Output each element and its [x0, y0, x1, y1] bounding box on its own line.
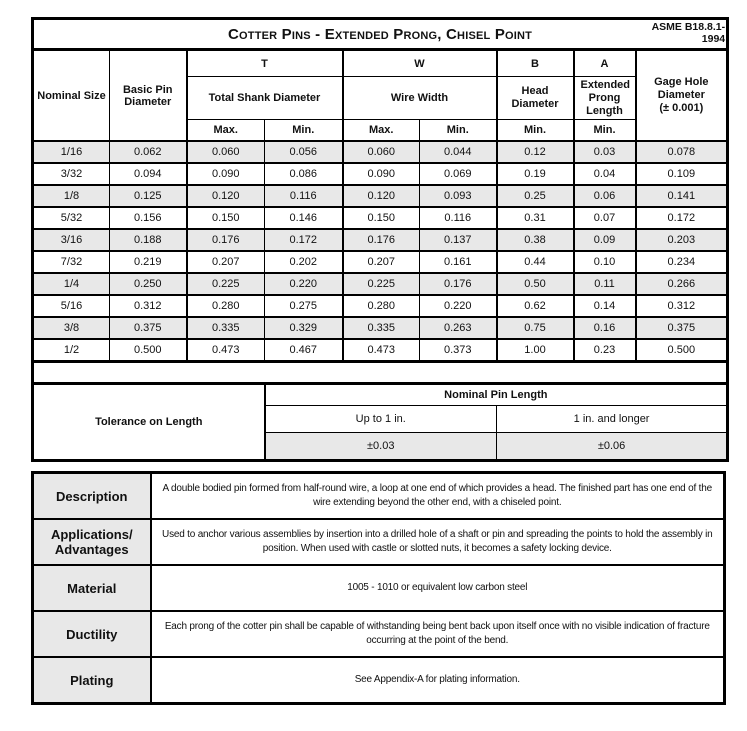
table-row: [33, 141, 728, 163]
cell-gage: 0.500: [636, 339, 728, 362]
header-total-shank-diameter: Total Shank Diameter: [187, 77, 343, 120]
property-value: A double bodied pin formed from half-round wire, a loop at one end of which provides a head. The finished part has one end of the wire extending beyond the other end, with a chiseled point.: [151, 473, 725, 520]
cell-b-min: 1.00: [497, 339, 574, 362]
tolerance-value: ±0.06: [497, 433, 728, 461]
cell-basic: 0.094: [110, 163, 187, 185]
cell-basic: 0.500: [110, 339, 187, 362]
cell-t-min: 0.056: [265, 141, 343, 163]
cell-t-min: 0.146: [265, 207, 343, 229]
cell-t-max: 0.280: [187, 295, 265, 317]
property-row: [33, 611, 725, 657]
tolerance-value: ±0.03: [265, 433, 497, 461]
cell-b-min: 0.12: [497, 141, 574, 163]
cell-b-min: 0.31: [497, 207, 574, 229]
header-w-max: Max.: [343, 120, 420, 142]
cell-size: 1/16: [33, 141, 110, 163]
cell-t-min: 0.086: [265, 163, 343, 185]
property-value: Each prong of the cotter pin shall be capable of withstanding being bent back upon itself once with no visible indication of fracture occurring at the point of the bend.: [151, 611, 725, 657]
cell-gage: 0.203: [636, 229, 728, 251]
table-row: [33, 229, 728, 251]
tolerance-range-label: Up to 1 in.: [265, 406, 497, 433]
cell-b-min: 0.25: [497, 185, 574, 207]
cell-a-min: 0.10: [574, 251, 636, 273]
property-row: [33, 565, 725, 611]
tolerance-on-length-label: Tolerance on Length: [33, 384, 265, 461]
cell-w-min: 0.373: [420, 339, 497, 362]
table-row: [33, 273, 728, 295]
property-label: Material: [33, 565, 151, 611]
property-label: Description: [33, 473, 151, 520]
cell-t-max: 0.207: [187, 251, 265, 273]
cell-gage: 0.312: [636, 295, 728, 317]
table-title: Cotter Pins - Extended Prong, Chisel Point: [228, 25, 533, 43]
property-value: See Appendix-A for plating information.: [151, 657, 725, 704]
header-gage-hole: [636, 50, 728, 142]
cell-gage: 0.141: [636, 185, 728, 207]
cell-w-min: 0.176: [420, 273, 497, 295]
table-row: [33, 317, 728, 339]
cell-w-min: 0.220: [420, 295, 497, 317]
cell-size: 5/32: [33, 207, 110, 229]
header-nominal-size: Nominal Size: [33, 50, 110, 142]
cell-w-max: 0.335: [343, 317, 420, 339]
table-row: [33, 185, 728, 207]
cell-w-min: 0.263: [420, 317, 497, 339]
cell-w-max: 0.060: [343, 141, 420, 163]
cell-basic: 0.375: [110, 317, 187, 339]
cell-basic: 0.219: [110, 251, 187, 273]
cell-gage: 0.109: [636, 163, 728, 185]
cell-w-max: 0.225: [343, 273, 420, 295]
cell-b-min: 0.19: [497, 163, 574, 185]
header-b-symbol: B: [497, 50, 574, 77]
cell-t-min: 0.467: [265, 339, 343, 362]
cell-w-min: 0.044: [420, 141, 497, 163]
cell-size: 1/8: [33, 185, 110, 207]
cell-w-max: 0.280: [343, 295, 420, 317]
cell-a-min: 0.11: [574, 273, 636, 295]
cell-size: 7/32: [33, 251, 110, 273]
header-t-max: Max.: [187, 120, 265, 142]
cell-basic: 0.062: [110, 141, 187, 163]
cell-a-min: 0.04: [574, 163, 636, 185]
cell-w-max: 0.207: [343, 251, 420, 273]
cell-w-min: 0.161: [420, 251, 497, 273]
cell-w-min: 0.116: [420, 207, 497, 229]
tolerance-header-row: [33, 384, 728, 406]
cell-size: 1/4: [33, 273, 110, 295]
cell-size: 3/32: [33, 163, 110, 185]
table-row: [33, 163, 728, 185]
cell-t-min: 0.275: [265, 295, 343, 317]
cell-size: 3/16: [33, 229, 110, 251]
standard-reference: [652, 21, 726, 45]
spacer-cell: [33, 362, 728, 384]
standard-line1: ASME B18.8.1-: [651, 21, 726, 33]
property-value: Used to anchor various assemblies by insertion into a drilled hole of a shaft or pin and spreading the points to hold the assembly in position. When used with castle or slotted nuts, it becomes a safety locking device.: [151, 519, 725, 565]
cell-w-max: 0.473: [343, 339, 420, 362]
header-extended-prong-length: Extended Prong Length: [574, 77, 636, 120]
table-title-cell: [33, 19, 728, 50]
cotter-pin-properties-table: [31, 471, 726, 705]
cell-a-min: 0.16: [574, 317, 636, 339]
cell-t-min: 0.220: [265, 273, 343, 295]
cell-w-min: 0.069: [420, 163, 497, 185]
table-row: [33, 251, 728, 273]
cell-t-max: 0.335: [187, 317, 265, 339]
standard-line2: 1994: [701, 33, 726, 45]
table-row: [33, 207, 728, 229]
cell-w-min: 0.137: [420, 229, 497, 251]
cell-t-min: 0.116: [265, 185, 343, 207]
cell-a-min: 0.14: [574, 295, 636, 317]
header-a-min: Min.: [574, 120, 636, 142]
nominal-pin-length-header: Nominal Pin Length: [265, 384, 728, 406]
header-w-symbol: W: [343, 50, 497, 77]
property-label: Plating: [33, 657, 151, 704]
cell-w-max: 0.176: [343, 229, 420, 251]
cell-t-max: 0.473: [187, 339, 265, 362]
cell-t-max: 0.060: [187, 141, 265, 163]
header-a-symbol: A: [574, 50, 636, 77]
header-w-min: Min.: [420, 120, 497, 142]
cotter-pin-spec-table: [31, 17, 729, 462]
property-label: Ductility: [33, 611, 151, 657]
cell-w-max: 0.120: [343, 185, 420, 207]
cell-basic: 0.250: [110, 273, 187, 295]
cell-t-max: 0.225: [187, 273, 265, 295]
cell-a-min: 0.03: [574, 141, 636, 163]
cell-b-min: 0.50: [497, 273, 574, 295]
cell-a-min: 0.06: [574, 185, 636, 207]
cell-a-min: 0.07: [574, 207, 636, 229]
cell-t-min: 0.329: [265, 317, 343, 339]
cell-gage: 0.078: [636, 141, 728, 163]
table-row: [33, 295, 728, 317]
header-wire-width: Wire Width: [343, 77, 497, 120]
cell-t-max: 0.090: [187, 163, 265, 185]
cell-t-max: 0.120: [187, 185, 265, 207]
header-b-min: Min.: [497, 120, 574, 142]
cell-w-max: 0.150: [343, 207, 420, 229]
table-row: [33, 339, 728, 362]
cell-b-min: 0.38: [497, 229, 574, 251]
header-gage-hole-label: Gage Hole Diameter: [654, 76, 709, 101]
tolerance-range-label: 1 in. and longer: [497, 406, 728, 433]
cell-b-min: 0.75: [497, 317, 574, 339]
cell-basic: 0.156: [110, 207, 187, 229]
cell-gage: 0.234: [636, 251, 728, 273]
header-basic-pin-diameter: Basic Pin Diameter: [110, 50, 187, 142]
cell-w-min: 0.093: [420, 185, 497, 207]
cell-size: 3/8: [33, 317, 110, 339]
cell-size: 5/16: [33, 295, 110, 317]
cell-t-min: 0.172: [265, 229, 343, 251]
cell-a-min: 0.09: [574, 229, 636, 251]
cell-size: 1/2: [33, 339, 110, 362]
cell-b-min: 0.44: [497, 251, 574, 273]
cell-gage: 0.172: [636, 207, 728, 229]
header-head-diameter: Head Diameter: [497, 77, 574, 120]
cell-b-min: 0.62: [497, 295, 574, 317]
header-t-symbol: T: [187, 50, 343, 77]
property-row: [33, 657, 725, 704]
header-t-min: Min.: [265, 120, 343, 142]
property-value: 1005 - 1010 or equivalent low carbon steel: [151, 565, 725, 611]
property-label: Applications/ Advantages: [33, 519, 151, 565]
cell-t-max: 0.176: [187, 229, 265, 251]
cell-t-max: 0.150: [187, 207, 265, 229]
cell-w-max: 0.090: [343, 163, 420, 185]
header-gage-hole-tolerance: (± 0.001): [659, 102, 704, 114]
property-row: [33, 519, 725, 565]
cell-gage: 0.375: [636, 317, 728, 339]
spacer-row: [33, 362, 728, 384]
cell-basic: 0.312: [110, 295, 187, 317]
cell-gage: 0.266: [636, 273, 728, 295]
cell-basic: 0.125: [110, 185, 187, 207]
cell-t-min: 0.202: [265, 251, 343, 273]
cell-a-min: 0.23: [574, 339, 636, 362]
property-row: [33, 473, 725, 520]
cell-basic: 0.188: [110, 229, 187, 251]
